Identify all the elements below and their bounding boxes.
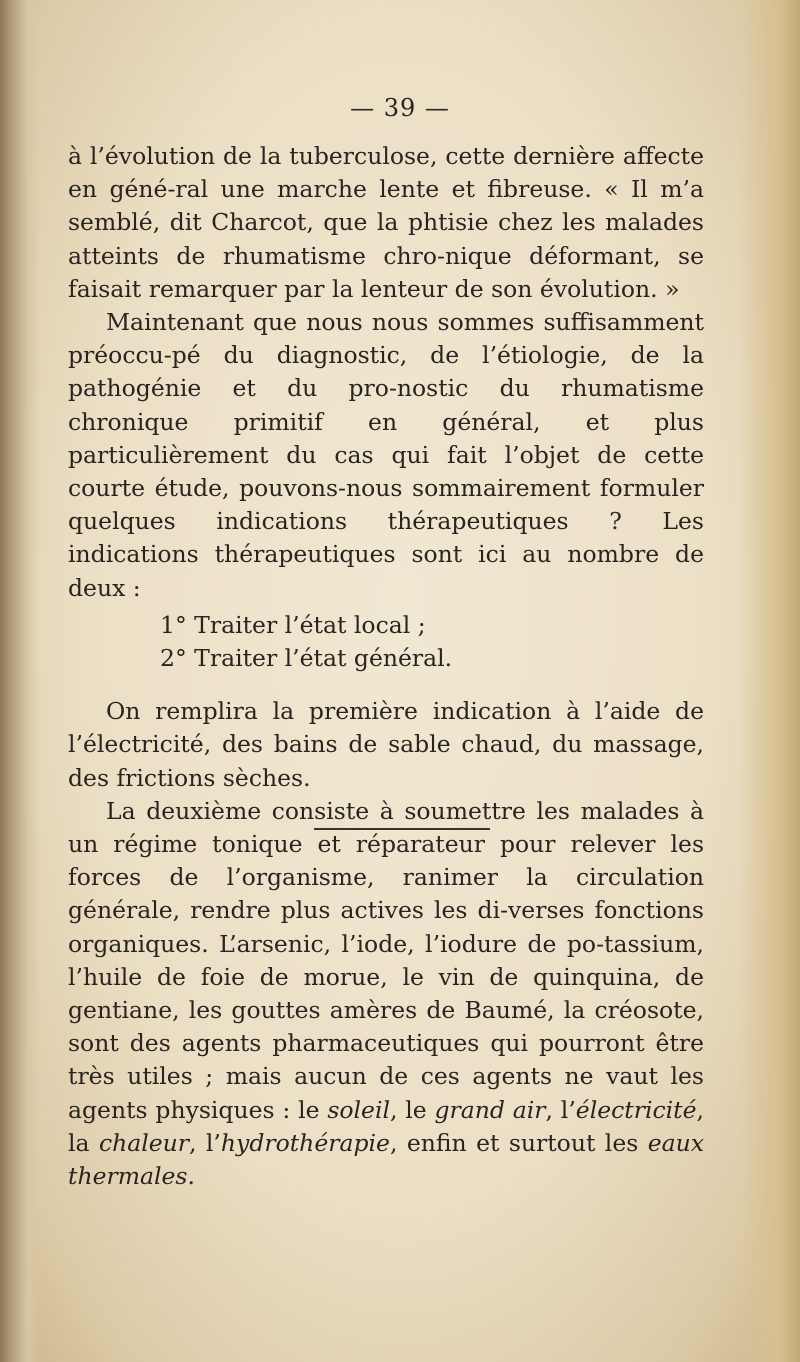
italic-grand-air: grand air [434,1095,546,1124]
body-text [68,140,704,1193]
italic-hydrotherapie: hydrothérapie [220,1128,390,1157]
end-rule-divider [314,828,490,830]
italic-eaux-thermales: eaux thermales [68,1128,705,1191]
book-spine-shadow [0,0,40,1362]
separator: , enfin et surtout les [389,1128,648,1157]
paragraph-1: à l’évolution de la tuberculose, cette dernière affecte en géné-ral une marche lente et fibreuse. « Il m’a semblé, dit Charcot, que la phtisie chez les malades atteints de rhumatisme chro-nique déformant, se faisait remarquer par la lenteur de son évolution. » [68,142,704,303]
page-edge-stain [740,0,800,1362]
italic-soleil: soleil [327,1095,390,1124]
italic-electricite: électricité [575,1095,697,1124]
paragraph-4 [68,795,704,1193]
final-period: . [187,1162,195,1191]
paragraph-4-text: La deuxième consiste à soumettre les malades à un régime tonique et réparateur pour relever les forces de l’organisme, ranimer la circulation générale, rendre plus actives les di-verses fonctions organiques. L’arsenic, l’iode, l’iodure de po-tassium, l’huile de foie de morue, le vin de quinquina, de gentiane, les gouttes amères de Baumé, la créosote, sont des agents pharmaceutiques qui pourront être très utiles ; mais aucun de ces agents ne vaut les agents physiques : le [68,796,704,1124]
list-item-1: 1° Traiter l’état local ; [160,610,426,639]
italic-chaleur: chaleur [98,1128,190,1157]
separator: , l’ [189,1128,221,1157]
paragraph-2: Maintenant que nous nous sommes suffisamment préoccu-pé du diagnostic, de l’étiologie, de la pathogénie et du pro-nostic du rhumatisme chronique primitif en général, et plus particulièrement du cas qui fait l’objet de cette courte étude, pouvons-nous sommairement formuler quelques indications thérapeutiques ? Les indications thérapeutiques sont ici au nombre de deux : [68,308,704,602]
separator: , l’ [545,1095,576,1124]
list-item-2: 2° Traiter l’état général. [160,644,453,673]
paragraph-3: On remplira la première indication à l’aide de l’électricité, des bains de sable chaud, du massage, des frictions sèches. [68,697,704,792]
separator: , la [68,1095,704,1157]
page-number: — 39 — [350,94,450,122]
separator: , le [390,1095,435,1124]
